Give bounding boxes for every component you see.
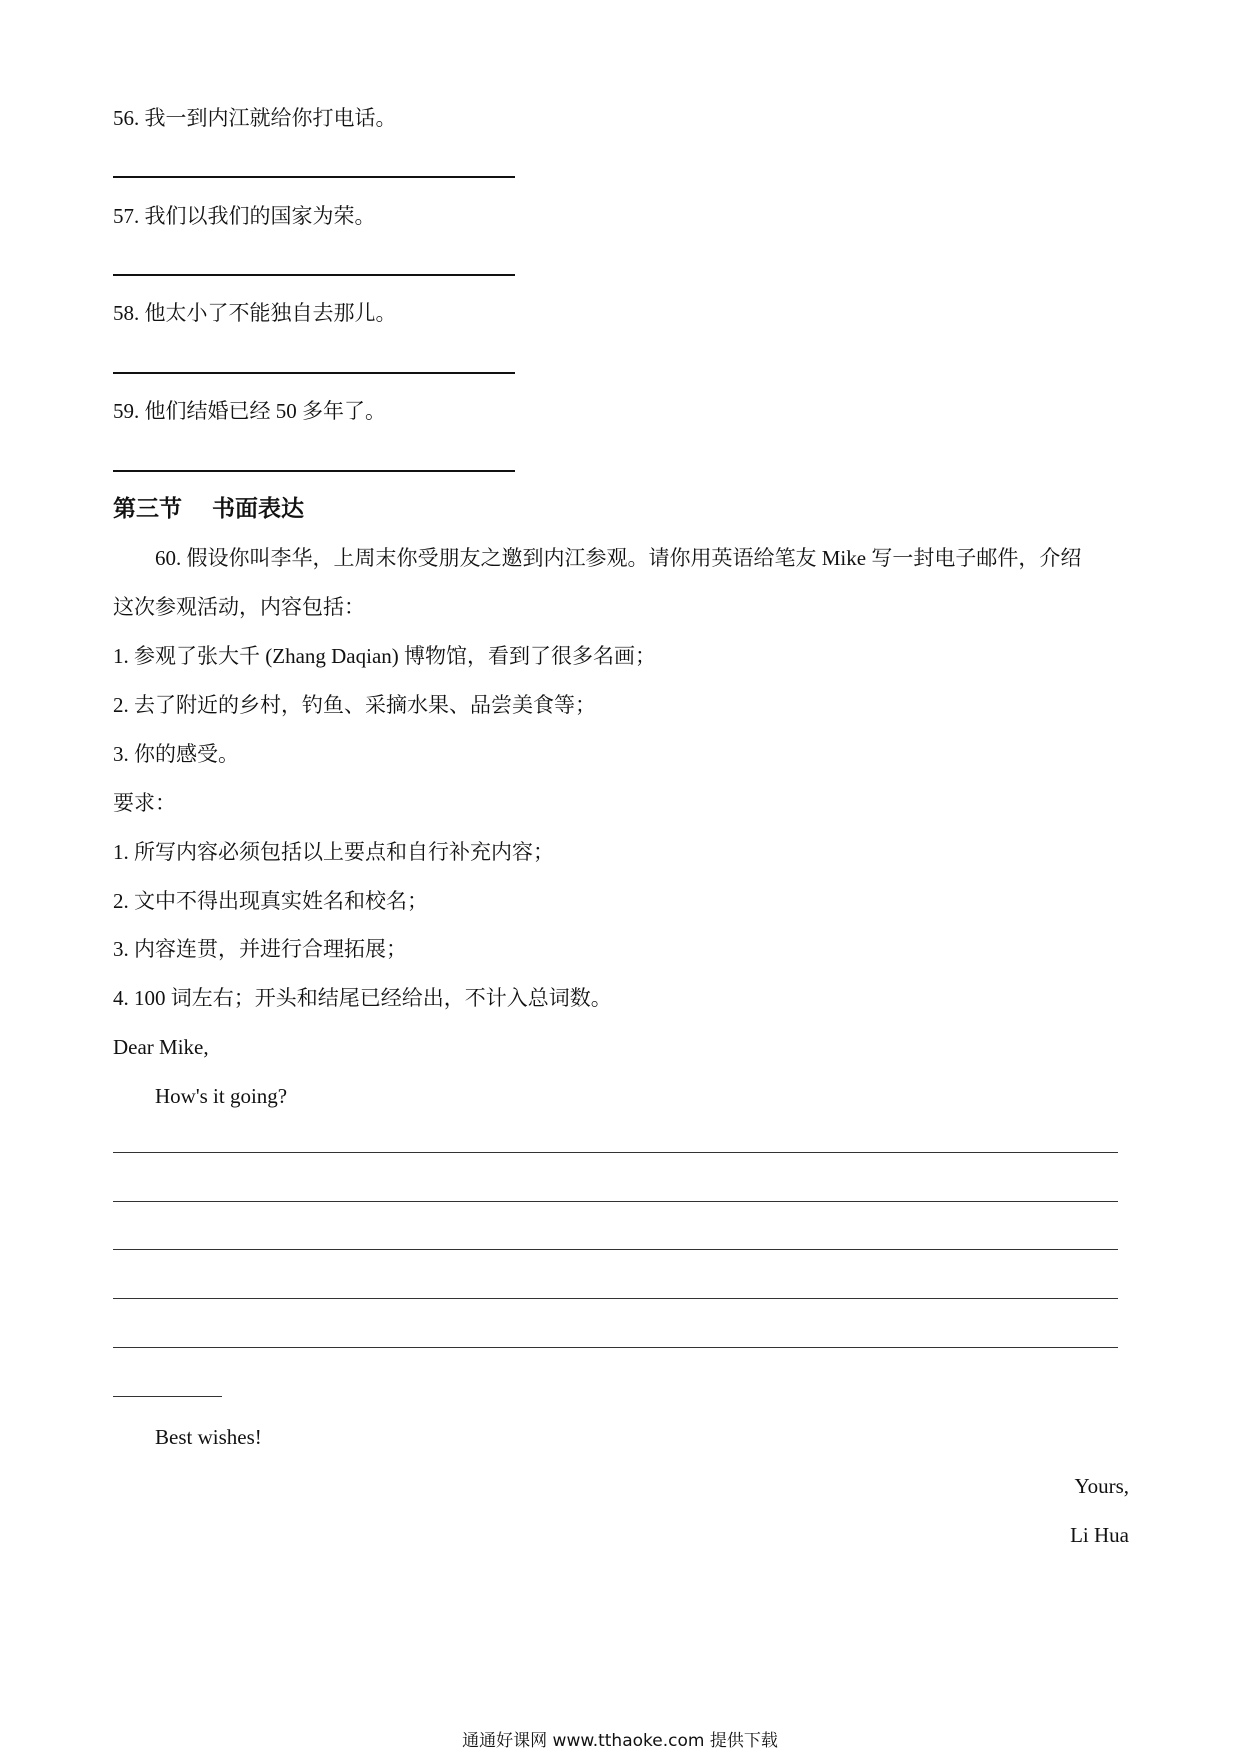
translation-item-56 [113,104,397,132]
content-point-2: 2. 去了附近的乡村，钓鱼、采摘水果、品尝美食等； [113,693,596,717]
item-text: 我一到内江就给你打电话。 [144,106,397,130]
writing-line[interactable] [113,1201,1118,1202]
answer-line[interactable] [113,470,515,472]
section-heading [113,494,304,524]
writing-prompt-line-1: 60. 假设你叫李华，上周末你受朋友之邀到内江参观。请你用英语给笔友 Mike 写一封电子邮件，介绍 [155,546,1082,570]
requirement-3: 3. 内容连贯，并进行合理拓展； [113,937,407,961]
letter-signoff: Yours, [1074,1474,1129,1498]
item-number: 56. [113,106,140,130]
writing-line[interactable] [113,1298,1118,1299]
requirements-label: 要求： [113,791,176,815]
answer-line[interactable] [113,372,515,374]
content-point-3: 3. 你的感受。 [113,742,239,766]
writing-line-short[interactable] [113,1396,222,1397]
content-point-1: 1. 参观了张大千 (Zhang Daqian) 博物馆，看到了很多名画； [113,644,657,668]
item-text: 他太小了不能独自去那儿。 [144,301,397,325]
writing-line[interactable] [113,1347,1118,1348]
letter-signature: Li Hua [1070,1523,1129,1547]
item-number: 58. [113,301,140,325]
translation-item-58 [113,299,397,327]
writing-line[interactable] [113,1152,1118,1153]
section-number: 第三节 [113,496,182,522]
page-footer: 通通好课网 www.tthaoke.com 提供下载 [462,1731,778,1751]
requirement-1: 1. 所写内容必须包括以上要点和自行补充内容； [113,840,554,864]
translation-item-59 [113,397,386,425]
item-number: 59. [113,399,140,423]
translation-item-57 [113,202,376,230]
letter-greeting: Dear Mike, [113,1035,209,1059]
item-number: 57. [113,204,140,228]
writing-prompt-line-2: 这次参观活动，内容包括： [113,595,365,619]
section-title: 书面表达 [212,496,304,522]
answer-line[interactable] [113,274,515,276]
answer-line[interactable] [113,176,515,178]
letter-opening: How's it going? [155,1084,288,1108]
requirement-4: 4. 100 词左右；开头和结尾已经给出，不计入总词数。 [113,986,612,1010]
item-text: 我们以我们的国家为荣。 [144,204,376,228]
requirement-2: 2. 文中不得出现真实姓名和校名； [113,889,428,913]
writing-line[interactable] [113,1249,1118,1250]
letter-closing: Best wishes! [155,1425,262,1449]
item-text: 他们结婚已经 50 多年了。 [144,399,386,423]
